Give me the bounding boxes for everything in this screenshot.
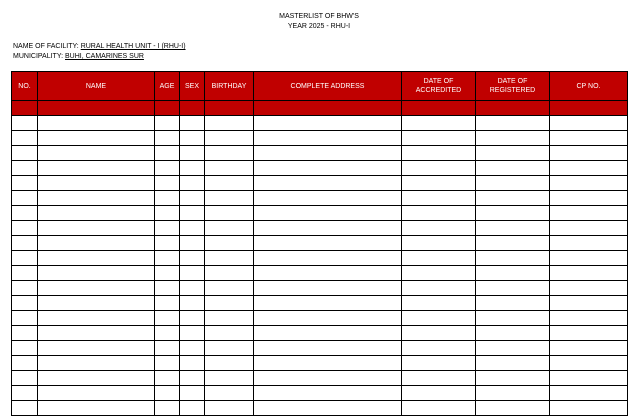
table-row	[12, 326, 628, 341]
cell-birthday[interactable]	[205, 326, 254, 341]
cell-sex[interactable]	[180, 341, 205, 356]
table-header-row	[12, 72, 628, 101]
cell-sex[interactable]	[180, 266, 205, 281]
band-cell	[550, 101, 628, 116]
cell-name[interactable]	[38, 131, 155, 146]
cell-cp_no[interactable]	[550, 386, 628, 401]
cell-age[interactable]	[155, 221, 180, 236]
col-header-no: NO.	[12, 72, 38, 101]
table-body	[12, 101, 628, 416]
cell-birthday[interactable]	[205, 386, 254, 401]
table-row	[12, 236, 628, 251]
cell-age[interactable]	[155, 146, 180, 161]
cell-name[interactable]	[38, 191, 155, 206]
cell-age[interactable]	[155, 206, 180, 221]
col-header-cp-no: CP NO.	[550, 72, 628, 101]
cell-sex[interactable]	[180, 131, 205, 146]
cell-sex[interactable]	[180, 296, 205, 311]
band-cell	[155, 101, 180, 116]
col-header-age: AGE	[155, 72, 180, 101]
cell-name[interactable]	[38, 311, 155, 326]
cell-address[interactable]	[254, 296, 402, 311]
cell-age[interactable]	[155, 176, 180, 191]
table-row	[12, 401, 628, 416]
table-row	[12, 116, 628, 131]
cell-age[interactable]	[155, 161, 180, 176]
cell-sex[interactable]	[180, 206, 205, 221]
cell-date_registered[interactable]	[476, 251, 550, 266]
cell-age[interactable]	[155, 356, 180, 371]
cell-date_registered[interactable]	[476, 401, 550, 416]
cell-date_registered[interactable]	[476, 206, 550, 221]
cell-date_registered[interactable]	[476, 116, 550, 131]
cell-cp_no[interactable]	[550, 146, 628, 161]
table-row	[12, 161, 628, 176]
cell-birthday[interactable]	[205, 371, 254, 386]
cell-date_registered[interactable]	[476, 371, 550, 386]
cell-date_accredited[interactable]	[402, 326, 476, 341]
cell-date_registered[interactable]	[476, 176, 550, 191]
cell-name[interactable]	[38, 386, 155, 401]
band-cell	[205, 101, 254, 116]
cell-sex[interactable]	[180, 191, 205, 206]
cell-date_registered[interactable]	[476, 356, 550, 371]
title-line-2: YEAR 2025 - RHU-I	[287, 23, 351, 30]
cell-cp_no[interactable]	[550, 311, 628, 326]
table-row	[12, 341, 628, 356]
band-cell	[476, 101, 550, 116]
cell-date_registered[interactable]	[476, 386, 550, 401]
cell-address[interactable]	[254, 386, 402, 401]
cell-sex[interactable]	[180, 161, 205, 176]
cell-age[interactable]	[155, 401, 180, 416]
cell-age[interactable]	[155, 386, 180, 401]
cell-birthday[interactable]	[205, 221, 254, 236]
band-cell	[12, 101, 38, 116]
cell-name[interactable]	[38, 341, 155, 356]
municipality-row	[13, 52, 186, 62]
cell-address[interactable]	[254, 326, 402, 341]
cell-date_accredited[interactable]	[402, 206, 476, 221]
cell-sex[interactable]	[180, 386, 205, 401]
cell-sex[interactable]	[180, 236, 205, 251]
cell-age[interactable]	[155, 236, 180, 251]
cell-address[interactable]	[254, 401, 402, 416]
col-header-birthday: BIRTHDAY	[205, 72, 254, 101]
band-cell	[38, 101, 155, 116]
cell-birthday[interactable]	[205, 251, 254, 266]
cell-birthday[interactable]	[205, 341, 254, 356]
cell-cp_no[interactable]	[550, 296, 628, 311]
cell-address[interactable]	[254, 356, 402, 371]
cell-cp_no[interactable]	[550, 266, 628, 281]
cell-sex[interactable]	[180, 371, 205, 386]
cell-sex[interactable]	[180, 251, 205, 266]
table-row	[12, 206, 628, 221]
cell-date_accredited[interactable]	[402, 401, 476, 416]
cell-age[interactable]	[155, 341, 180, 356]
cell-date_accredited[interactable]	[402, 116, 476, 131]
cell-date_registered[interactable]	[476, 266, 550, 281]
cell-name[interactable]	[38, 296, 155, 311]
cell-date_registered[interactable]	[476, 296, 550, 311]
cell-no[interactable]	[12, 311, 38, 326]
cell-date_registered[interactable]	[476, 131, 550, 146]
cell-sex[interactable]	[180, 401, 205, 416]
cell-cp_no[interactable]	[550, 191, 628, 206]
cell-cp_no[interactable]	[550, 131, 628, 146]
cell-name[interactable]	[38, 176, 155, 191]
cell-date_accredited[interactable]	[402, 221, 476, 236]
cell-date_accredited[interactable]	[402, 296, 476, 311]
cell-sex[interactable]	[180, 176, 205, 191]
cell-no[interactable]	[12, 191, 38, 206]
col-header-date-registered: DATE OF REGISTERED	[476, 72, 550, 101]
col-header-name: NAME	[38, 72, 155, 101]
cell-sex[interactable]	[180, 326, 205, 341]
table-row	[12, 221, 628, 236]
cell-date_accredited[interactable]	[402, 371, 476, 386]
cell-date_registered[interactable]	[476, 341, 550, 356]
cell-birthday[interactable]	[205, 401, 254, 416]
cell-date_accredited[interactable]	[402, 191, 476, 206]
cell-birthday[interactable]	[205, 356, 254, 371]
cell-address[interactable]	[254, 161, 402, 176]
facility-name-value: RURAL HEALTH UNIT - I (RHU-I)	[80, 43, 186, 50]
cell-name[interactable]	[38, 251, 155, 266]
cell-birthday[interactable]	[205, 296, 254, 311]
cell-age[interactable]	[155, 371, 180, 386]
table-row	[12, 251, 628, 266]
cell-name[interactable]	[38, 281, 155, 296]
table-row	[12, 281, 628, 296]
cell-age[interactable]	[155, 131, 180, 146]
cell-cp_no[interactable]	[550, 371, 628, 386]
cell-no[interactable]	[12, 236, 38, 251]
cell-date_accredited[interactable]	[402, 236, 476, 251]
cell-date_registered[interactable]	[476, 281, 550, 296]
cell-sex[interactable]	[180, 116, 205, 131]
header-band-row	[12, 101, 628, 116]
col-header-date-accredited: DATE OF ACCREDITED	[402, 72, 476, 101]
cell-address[interactable]	[254, 176, 402, 191]
cell-cp_no[interactable]	[550, 206, 628, 221]
cell-birthday[interactable]	[205, 146, 254, 161]
cell-birthday[interactable]	[205, 236, 254, 251]
cell-date_accredited[interactable]	[402, 341, 476, 356]
cell-address[interactable]	[254, 281, 402, 296]
cell-cp_no[interactable]	[550, 236, 628, 251]
table-row	[12, 386, 628, 401]
cell-sex[interactable]	[180, 356, 205, 371]
masterlist-table	[11, 71, 628, 416]
cell-address[interactable]	[254, 236, 402, 251]
table-row	[12, 371, 628, 386]
cell-cp_no[interactable]	[550, 176, 628, 191]
cell-date_accredited[interactable]	[402, 266, 476, 281]
cell-birthday[interactable]	[205, 176, 254, 191]
table-row	[12, 146, 628, 161]
cell-age[interactable]	[155, 251, 180, 266]
cell-cp_no[interactable]	[550, 251, 628, 266]
cell-address[interactable]	[254, 371, 402, 386]
cell-name[interactable]	[38, 116, 155, 131]
table-row	[12, 191, 628, 206]
cell-no[interactable]	[12, 161, 38, 176]
cell-no[interactable]	[12, 131, 38, 146]
cell-address[interactable]	[254, 251, 402, 266]
cell-age[interactable]	[155, 191, 180, 206]
cell-age[interactable]	[155, 296, 180, 311]
cell-age[interactable]	[155, 116, 180, 131]
table-row	[12, 131, 628, 146]
cell-address[interactable]	[254, 266, 402, 281]
document-title	[0, 12, 638, 32]
facility-name-row	[13, 42, 186, 52]
col-header-address: COMPLETE ADDRESS	[254, 72, 402, 101]
band-cell	[402, 101, 476, 116]
cell-name[interactable]	[38, 356, 155, 371]
cell-sex[interactable]	[180, 311, 205, 326]
cell-address[interactable]	[254, 116, 402, 131]
cell-address[interactable]	[254, 341, 402, 356]
cell-age[interactable]	[155, 326, 180, 341]
cell-sex[interactable]	[180, 221, 205, 236]
cell-name[interactable]	[38, 161, 155, 176]
cell-no[interactable]	[12, 341, 38, 356]
band-cell	[254, 101, 402, 116]
cell-name[interactable]	[38, 326, 155, 341]
cell-name[interactable]	[38, 206, 155, 221]
cell-cp_no[interactable]	[550, 341, 628, 356]
title-line-1: MASTERLIST OF BHW'S	[279, 13, 359, 20]
cell-address[interactable]	[254, 206, 402, 221]
table-row	[12, 356, 628, 371]
cell-no[interactable]	[12, 371, 38, 386]
col-header-sex: SEX	[180, 72, 205, 101]
cell-date_registered[interactable]	[476, 161, 550, 176]
cell-no[interactable]	[12, 251, 38, 266]
cell-cp_no[interactable]	[550, 326, 628, 341]
cell-no[interactable]	[12, 206, 38, 221]
cell-no[interactable]	[12, 326, 38, 341]
municipality-label: MUNICIPALITY:	[13, 53, 64, 60]
cell-birthday[interactable]	[205, 266, 254, 281]
cell-address[interactable]	[254, 221, 402, 236]
cell-name[interactable]	[38, 221, 155, 236]
cell-date_registered[interactable]	[476, 311, 550, 326]
cell-no[interactable]	[12, 146, 38, 161]
cell-date_registered[interactable]	[476, 146, 550, 161]
cell-address[interactable]	[254, 131, 402, 146]
cell-date_accredited[interactable]	[402, 251, 476, 266]
facility-name-label: NAME OF FACILITY:	[13, 43, 79, 50]
cell-no[interactable]	[12, 401, 38, 416]
cell-cp_no[interactable]	[550, 116, 628, 131]
cell-no[interactable]	[12, 356, 38, 371]
cell-date_registered[interactable]	[476, 236, 550, 251]
cell-date_registered[interactable]	[476, 326, 550, 341]
cell-no[interactable]	[12, 281, 38, 296]
cell-name[interactable]	[38, 266, 155, 281]
cell-sex[interactable]	[180, 281, 205, 296]
cell-name[interactable]	[38, 236, 155, 251]
cell-date_registered[interactable]	[476, 221, 550, 236]
cell-date_accredited[interactable]	[402, 311, 476, 326]
cell-cp_no[interactable]	[550, 281, 628, 296]
cell-no[interactable]	[12, 116, 38, 131]
facility-info	[13, 42, 186, 62]
cell-address[interactable]	[254, 311, 402, 326]
cell-birthday[interactable]	[205, 311, 254, 326]
cell-name[interactable]	[38, 146, 155, 161]
cell-no[interactable]	[12, 296, 38, 311]
cell-age[interactable]	[155, 266, 180, 281]
cell-no[interactable]	[12, 266, 38, 281]
table-row	[12, 176, 628, 191]
cell-date_accredited[interactable]	[402, 146, 476, 161]
table-row	[12, 311, 628, 326]
cell-name[interactable]	[38, 401, 155, 416]
cell-birthday[interactable]	[205, 281, 254, 296]
cell-no[interactable]	[12, 176, 38, 191]
cell-date_registered[interactable]	[476, 191, 550, 206]
cell-birthday[interactable]	[205, 161, 254, 176]
cell-no[interactable]	[12, 386, 38, 401]
municipality-value: BUHI, CAMARINES SUR	[65, 53, 144, 60]
table-row	[12, 296, 628, 311]
cell-age[interactable]	[155, 281, 180, 296]
cell-cp_no[interactable]	[550, 401, 628, 416]
cell-address[interactable]	[254, 146, 402, 161]
cell-birthday[interactable]	[205, 131, 254, 146]
cell-date_accredited[interactable]	[402, 356, 476, 371]
cell-address[interactable]	[254, 191, 402, 206]
cell-date_accredited[interactable]	[402, 131, 476, 146]
cell-age[interactable]	[155, 311, 180, 326]
cell-no[interactable]	[12, 221, 38, 236]
cell-birthday[interactable]	[205, 206, 254, 221]
cell-date_accredited[interactable]	[402, 281, 476, 296]
cell-birthday[interactable]	[205, 116, 254, 131]
table-row	[12, 266, 628, 281]
cell-cp_no[interactable]	[550, 161, 628, 176]
cell-name[interactable]	[38, 371, 155, 386]
cell-sex[interactable]	[180, 146, 205, 161]
cell-date_accredited[interactable]	[402, 161, 476, 176]
cell-cp_no[interactable]	[550, 356, 628, 371]
cell-date_accredited[interactable]	[402, 386, 476, 401]
band-cell	[180, 101, 205, 116]
cell-date_accredited[interactable]	[402, 176, 476, 191]
cell-cp_no[interactable]	[550, 221, 628, 236]
cell-birthday[interactable]	[205, 191, 254, 206]
